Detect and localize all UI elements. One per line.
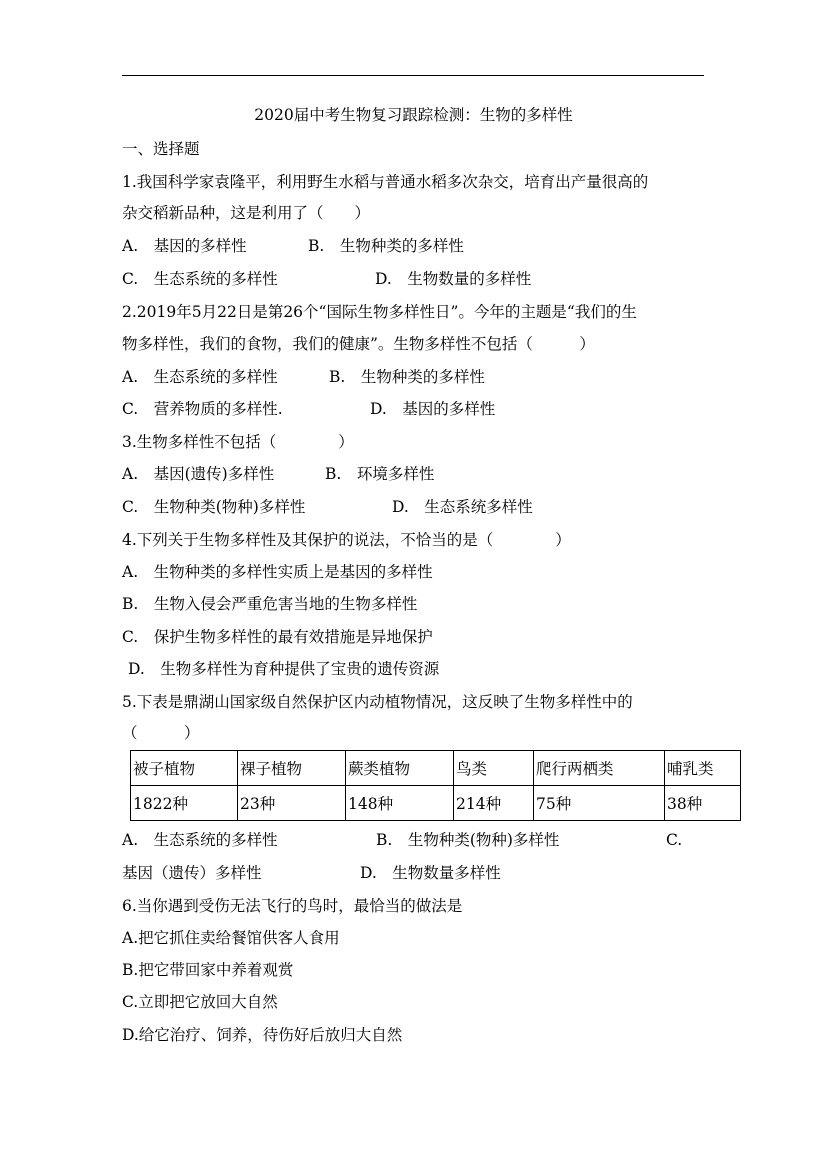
q4-stem: 4.下列关于生物多样性及其保护的说法，不恰当的是（ ） (122, 531, 571, 549)
q2-option-d: D. 基因的多样性 (370, 400, 496, 418)
q5-stem-line1: 5.下表是鼎湖山国家级自然保护区内动植物情况，这反映了生物多样性中的 (122, 693, 633, 711)
header-rule (122, 75, 704, 76)
q4-option-d: D. 生物多样性为育种提供了宝贵的遗传资源 (128, 660, 440, 678)
q1-option-c: C. 生态系统的多样性 (122, 270, 278, 288)
q4-option-a: A. 生物种类的多样性实质上是基因的多样性 (122, 563, 433, 581)
q5-option-c: C. (666, 831, 683, 849)
q1-option-a: A. 基因的多样性 (122, 237, 247, 255)
q6-option-d: D.给它治疗、饲养，待伤好后放归大自然 (122, 1026, 403, 1044)
table-header-cell: 爬行两栖类 (534, 751, 665, 786)
table-row (131, 786, 741, 821)
q1-stem-line2: 杂交稻新品种，这是利用了（ ） (122, 204, 371, 222)
q4-option-c: C. 保护生物多样性的最有效措施是异地保护 (122, 628, 433, 646)
table-cell: 23种 (238, 786, 346, 821)
q3-option-b: B. 环境多样性 (325, 465, 435, 483)
table-cell: 214种 (454, 786, 534, 821)
q4-option-b: B. 生物入侵会严重危害当地的生物多样性 (122, 595, 418, 613)
table-header-cell: 裸子植物 (238, 751, 346, 786)
table-header-row (131, 751, 741, 786)
table-header-cell: 鸟类 (454, 751, 534, 786)
q3-stem: 3.生物多样性不包括（ ） (122, 433, 354, 451)
q1-stem-line1: 1.我国科学家袁隆平，利用野生水稻与普通水稻多次杂交，培育出产量很高的 (122, 173, 649, 191)
q3-option-d: D. 生态系统多样性 (392, 498, 533, 516)
q5-option-b: B. 生物种类(物种)多样性 (376, 831, 560, 849)
q1-option-b: B. 生物种类的多样性 (308, 237, 464, 255)
species-table (130, 750, 741, 821)
q3-option-c: C. 生物种类(物种)多样性 (122, 498, 306, 516)
table-cell: 38种 (665, 786, 741, 821)
table-cell: 148种 (346, 786, 454, 821)
q5-option-c-continued: 基因（遗传）多样性 (122, 864, 262, 882)
table-header-cell: 哺乳类 (665, 751, 741, 786)
table-cell: 75种 (534, 786, 665, 821)
q6-stem: 6.当你遇到受伤无法飞行的鸟时，最恰当的做法是 (122, 897, 463, 915)
table-header-cell: 蕨类植物 (346, 751, 454, 786)
q2-stem-line2: 物多样性，我们的食物，我们的健康”。生物多样性不包括（ ） (122, 335, 595, 353)
q6-option-a: A.把它抓住卖给餐馆供客人食用 (122, 929, 340, 947)
q3-option-a: A. 基因(遗传)多样性 (122, 465, 275, 483)
q6-option-b: B.把它带回家中养着观赏 (122, 961, 294, 979)
q2-option-a: A. 生态系统的多样性 (122, 368, 278, 386)
q5-stem-line2: （ ） (122, 724, 200, 742)
section-heading: 一、选择题 (122, 140, 200, 158)
q6-option-c: C.立即把它放回大自然 (122, 993, 278, 1011)
q2-stem-line1: 2.2019年5月22日是第26个“国际生物多样性日”。今年的主题是“我们的生 (122, 303, 637, 321)
table-header-cell: 被子植物 (131, 751, 238, 786)
q5-option-a: A. 生态系统的多样性 (122, 831, 278, 849)
q2-option-b: B. 生物种类的多样性 (329, 368, 485, 386)
q1-option-d: D. 生物数量的多样性 (375, 270, 532, 288)
document-title: 2020届中考生物复习跟踪检测：生物的多样性 (254, 106, 573, 124)
q5-option-d: D. 生物数量多样性 (360, 864, 501, 882)
q2-option-c: C. 营养物质的多样性. (122, 400, 283, 418)
table-cell: 1822种 (131, 786, 238, 821)
